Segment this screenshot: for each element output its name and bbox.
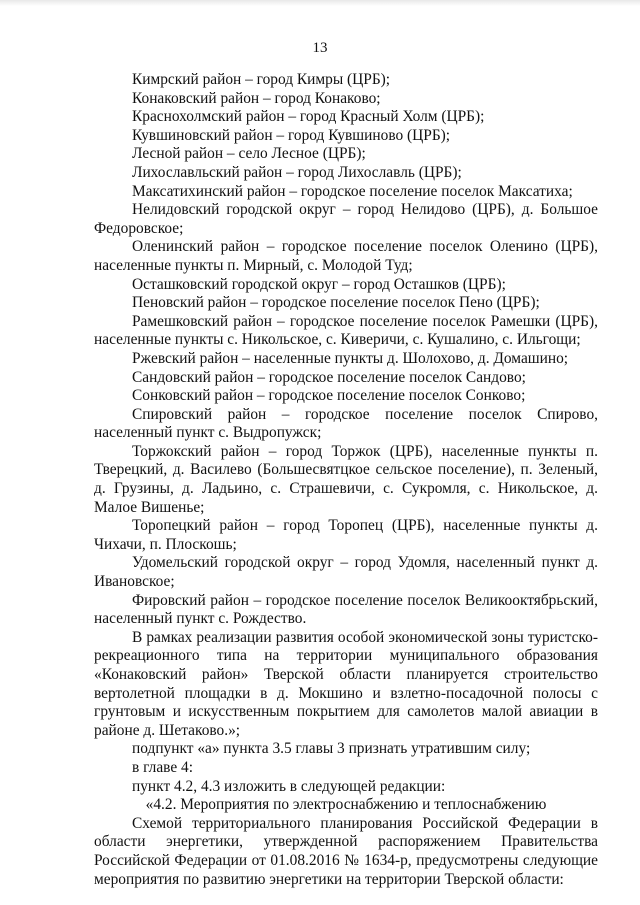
paragraph-udomlya: Удомельский городской округ – город Удомля, населенный пункт д. Ивановское; <box>94 554 598 591</box>
paragraph-clauses-new-wording: пункт 4.2, 4.3 изложить в следующей редакции: <box>132 777 446 795</box>
document-body <box>94 71 598 889</box>
page-number: 13 <box>312 40 328 56</box>
paragraph-chapter-4: в главе 4: <box>132 758 193 776</box>
paragraph-sonkovo: Сонковский район – городское поселение поселок Сонково; <box>132 387 526 405</box>
paragraph-lesnoe: Лесной район – село Лесное (ЦРБ); <box>132 145 366 163</box>
paragraph-kuvshinovo: Кувшиновский район – город Кувшиново (ЦРБ); <box>132 126 451 144</box>
paragraph-spirovo: Спировский район – городское поселение поселок Спирово, населенный пункт с. Выдропужск; <box>94 405 598 442</box>
paragraph-rzhev: Ржевский район – населенные пункты д. Шолохово, д. Домашино; <box>132 349 569 367</box>
paragraph-kimry: Кимрский район – город Кимры (ЦРБ); <box>132 71 391 88</box>
paragraph-maksatikha: Максатихинский район – городское поселение поселок Максатиха; <box>132 182 573 200</box>
paragraph-olenino: Оленинский район – городское поселение поселок Оленино (ЦРБ), населенные пункты п. Мирный, с. Молодой Туд; <box>94 238 598 274</box>
paragraph-peno: Пеновский район – городское поселение поселок Пено (ЦРБ); <box>132 294 540 312</box>
scan-edge <box>0 0 640 6</box>
paragraph-torzhok: Торжокский район – город Торжок (ЦРБ), населенные пункты п. Тверецкий, д. Василево (Большесвятцкое сельское поселение), п. Зеленый, д. Грузины, д. Ладьино, с. Страшевичи, с. Сукромля, с. Никольское, д. Малое Вишенье; <box>94 442 598 516</box>
paragraph-subclause-repeal: подпункт «а» пункта 3.5 главы 3 признать утратившим силу; <box>132 740 531 758</box>
paragraph-sandovo: Сандовский район – городское поселение поселок Сандово; <box>132 368 526 386</box>
paragraph-ostashkov: Осташковский городской округ – город Осташков (ЦРБ); <box>132 275 506 293</box>
paragraph-rameshki: Рамешковский район – городское поселение поселок Рамешки (ЦРБ), населенные пункты с. Никольское, с. Киверичи, с. Кушалино, с. Ильгощи; <box>94 312 598 349</box>
paragraph-konakovo: Конаковский район – город Конаково; <box>132 89 381 107</box>
paragraph-energy-planning: Схемой территориального планирования Российской Федерации в области энергетики, утвержденной распоряжением Правительства Российской Федерации от 01.08.2016 № 1634-р, предусмотрены следующие мероприятия по развитию энергетики на территории Тверской области: <box>94 814 598 888</box>
paragraph-likhoslavl: Лихославльский район – город Лихославль (ЦРБ); <box>132 163 462 181</box>
paragraph-toropets: Торопецкий район – город Торопец (ЦРБ), населенные пункты д. Чихачи, п. Плоскошь; <box>94 517 598 553</box>
paragraph-firovo: Фировский район – городское поселение поселок Великооктябрьский, населенный пункт с. Рождество. <box>94 591 598 628</box>
section-heading: «4.2. Мероприятия по электроснабжению и теплоснабжению <box>145 796 547 814</box>
paragraph-special-economic-zone: В рамках реализации развития особой экономической зоны туристско-рекреационного типа на территории муниципального образования «Конаковский район» Тверской области планируется строительство вертолетной площадки в д. Мокшино и взлетно-посадочной полосы с грунтовым и искусственным покрытием для самолетов малой авиации в районе д. Шетаково.»; <box>94 628 598 739</box>
paragraph-krasny-holm: Краснохолмский район – город Красный Холм (ЦРБ); <box>132 108 485 126</box>
paragraph-nelidovo: Нелидовский городской округ – город Нелидово (ЦРБ), д. Большое Федоровское; <box>94 201 598 237</box>
